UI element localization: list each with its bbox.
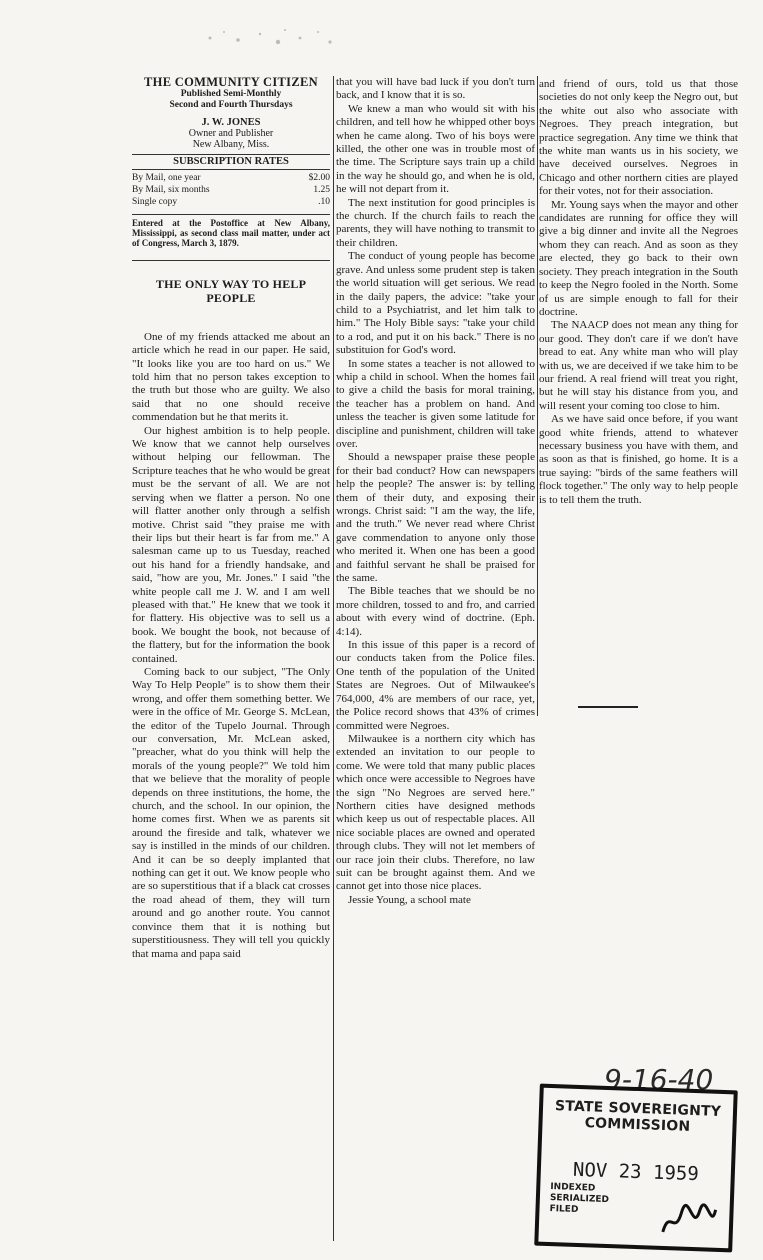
rate-row bbox=[132, 172, 330, 184]
column-3 bbox=[539, 78, 738, 507]
rate-row bbox=[132, 196, 330, 208]
column-2 bbox=[336, 76, 535, 907]
stamp-flag-indexed: INDEXED bbox=[550, 1182, 596, 1194]
signature-scribble bbox=[659, 1202, 720, 1240]
top-smudge-marks bbox=[190, 20, 350, 54]
masthead-title: THE COMMUNITY CITIZEN bbox=[144, 75, 318, 89]
article-paragraph: One of my friends attacked me about an article which he read in our paper. He said, "It looks like you are too hard on us." We told him that no person takes exception to the truth but those who are guilty. We also said that no one should receive commendation but he that merits it. bbox=[132, 330, 330, 424]
owner-name: J. W. JONES bbox=[201, 117, 261, 129]
column-1 bbox=[132, 76, 330, 961]
rate-label: Single copy bbox=[132, 196, 178, 207]
masthead bbox=[132, 76, 330, 248]
rate-price: 1.25 bbox=[313, 184, 330, 195]
article-paragraph: Mr. Young says when the mayor and other candidates are running for office they will give a big dinner and invite all the Negroes whom they can reach. And as soon as they are elected, they go back to their own society. They preach integration in the South to keep the Negro fooled in the North. Some of us are simple enough to fall for their doctrine. bbox=[539, 198, 738, 318]
owner-role: Owner and Publisher bbox=[188, 128, 274, 140]
rates-table bbox=[132, 172, 330, 208]
article-paragraph: and friend of ours, told us that those societies do not only keep the Negro out, but the white out also who associate with Negroes. They preach integration, but practice segregation. Any time we think that the white man wants us in his society, we have deceived ourselves. Negroes in Chicago and other northern cities are played for their votes, not for their association. bbox=[539, 78, 738, 198]
rates-heading: SUBSCRIPTION RATES bbox=[132, 154, 330, 169]
masthead-published: Published Semi-Monthly bbox=[180, 89, 282, 100]
article-paragraph: that you will have bad luck if you don't turn back, and I know that it is so. bbox=[336, 76, 535, 102]
masthead-divider bbox=[132, 260, 330, 261]
column-rule-2 bbox=[537, 76, 538, 716]
rate-price: .10 bbox=[318, 196, 330, 207]
column-rule-1 bbox=[333, 76, 334, 1241]
article-headline: THE ONLY WAY TO HELP PEOPLE bbox=[155, 276, 307, 305]
article-paragraph: Jessie Young, a school mate bbox=[348, 893, 471, 906]
article-paragraph: The Bible teaches that we should be no more children, tossed to and fro, and carried about with every wind of doctrine. (Eph. 4:14). bbox=[336, 585, 535, 638]
article-paragraph: The next institution for good principles is the church. If the church fails to reach the parents, they will have nothing to transmit to their children. bbox=[336, 196, 535, 249]
owner-place: New Albany, Miss. bbox=[192, 139, 270, 151]
owner-block bbox=[132, 117, 330, 150]
article-paragraph: The conduct of young people has become grave. And unless some prudent step is taken the world situation will get serious. We read in the daily papers, the advice: "take your child to a Psychiatrist, and let him talk to him." The Holy Bible says: "take your child to a rod, and put it on his back." There is no substituion for God's word. bbox=[336, 250, 535, 357]
article-paragraph: Our highest ambition is to help people. We know that we cannot help ourselves without helping our fellowman. The Scripture teaches that he who would be great must be the servant of all. We are not serving when we flatter a person. No one will flatter another only through a selfish motive. Christ said "they praise me with their lips but their heart is far from me." A salesman came up to us Tuesday, reached out his hand for a friendly handsake, and said, "how are you, Mr. Jones." I said "the white people call me J. W. and I am well pleased with that." He knew that we took it for flattery. His objective was to sell us a book. We bought the book, not because of the flattery, but for the information the book contained. bbox=[132, 424, 330, 665]
article-paragraph: In this issue of this paper is a record of our conducts taken from the Police files. One tenth of the population of the United States are Negroes. Out of Milwaukee's 764,000, 4% are members of our race, yet, the Police record shows that 43% of crimes committed were Negroes. bbox=[336, 639, 535, 732]
article-paragraph: We knew a man who would sit with his children, and tell how he whipped other boys when he came along. Two of his boys were killed, the other one was in trouble most of the time. The Scripture says train up a child in the way he should go, and when he is old, he will not depart from it. bbox=[336, 102, 535, 196]
stamp-title: STATE SOVEREIGNTY COMMISSION bbox=[554, 1098, 722, 1135]
article-end-rule bbox=[578, 706, 638, 708]
stamp-flags bbox=[549, 1182, 609, 1217]
commission-stamp bbox=[534, 1084, 738, 1253]
article-paragraph: Milwaukee is a northern city which has extended an invitation to our people to come. We were told that many public places which once were accessible to Negroes have the sign "No Negroes are served here." Northern cities have designed methods which keep us out of respectable places. All nice sociable places are owned and operated through clubs. They will not let members of our race join their clubs. Therefore, no law suit can be brought against them. And we cannot get into those nice places. bbox=[336, 732, 535, 893]
postal-entry-notice: Entered at the Postoffice at New Albany, Mississippi, as second class mail matter, under act of Congress, March 3, 1879. bbox=[132, 214, 330, 248]
rate-label: By Mail, six months bbox=[132, 184, 210, 195]
article-paragraph: As we have said once before, if you want good white friends, attend to whatever necessary business you have with them, and as soon as that is finished, go home. It is a true saying: "birds of the same feathers will flock together." The only way to help people is to tell them the truth. bbox=[539, 413, 738, 506]
article-paragraph: Should a newspaper praise these people for their bad conduct? How can newspapers help the people? The answer is: by telling them of their duty, and exposing their wrongs. Christ said: "I am the way, the life, and the truth." We never read where Christ gave commendation to anyone only those who merited it. When one has been a good and faithful servant he shall be praised for the same. bbox=[336, 451, 535, 585]
article-paragraph: In some states a teacher is not allowed to whip a child in school. When the homes fail to give a child the basis for moral training, the teacher has a problem on hand. And unless the teacher is given some latitude for discipline and punishment, children will take over. bbox=[336, 357, 535, 450]
stamp-flag-filed: FILED bbox=[549, 1204, 579, 1216]
rate-price: $2.00 bbox=[308, 172, 330, 183]
stamp-flag-serialized: SERIALIZED bbox=[549, 1193, 610, 1206]
article-paragraph: Coming back to our subject, "The Only Way To Help People" is to show them their wrong, and offer them something better. We were in the office of Mr. George S. McLean, the editor of the Tupelo Journal. Through our conversation, Mr. McLean asked, "preacher, what do you think will help the morals of the young people?" We told him that we believe that the morality of people depends on three institutions, the home, the church, and the school. In our opinion, the home comes first. When we as parents sit around the fireside and talk, whatever we say is instilled in the minds of our children. And it can be so deeply implanted that nothing can get it out. We know people who are so superstitious that if a black cat crosses the road ahead of them, they will turn around and go another route. You cannot convince them that it is nothing but superstitiousness. They will tell you quickly that mama and papa said bbox=[132, 665, 330, 960]
handwritten-date: 9-16-40 bbox=[604, 1063, 714, 1096]
masthead-schedule: Second and Fourth Thursdays bbox=[169, 100, 293, 111]
stamp-date: NOV 23 1959 bbox=[572, 1158, 700, 1186]
article-paragraph: The NAACP does not mean any thing for our good. They don't care if we don't have bread to eat. Any white man who will play with us, we are deceived if we take him to be our friend. A real friend will treat you right, but he will stay his distance from you, and will resent your coming too close to him. bbox=[539, 319, 738, 412]
rate-row bbox=[132, 184, 330, 196]
rate-label: By Mail, one year bbox=[132, 172, 201, 183]
